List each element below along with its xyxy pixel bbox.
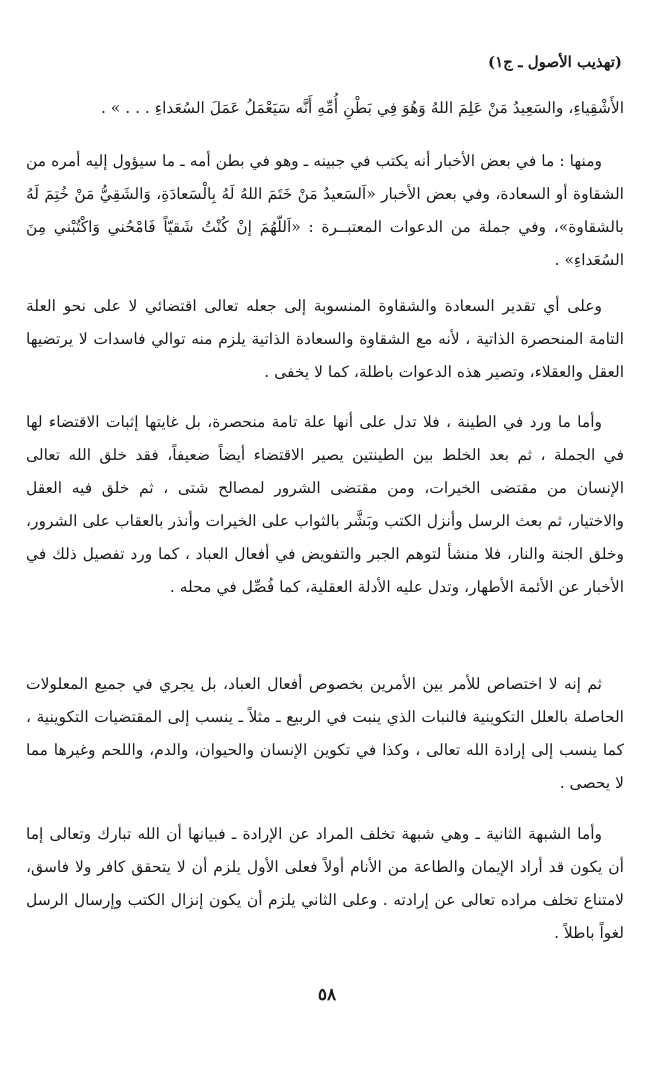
paragraph-text: ثم إنه لا اختصاص للأمر بين الأمرين بخصوص أفعال العباد، بل يجري في جميع المعلولات الحاصلة بالعلل التكوينية فالنبات الذي ينبت في الربيع ـ مثلاً ـ ينسب إلى المقتضيات التكوينية ، كما ينسب إلى إرادة الله تعالى ، وكذا في تكوين الإنسان والحيوان، والدم، واللحم وغيرها مما لا يحصى .	[26, 675, 624, 792]
paragraph-text: وأما الشبهة الثانية ـ وهي شبهة تخلف المراد عن الإرادة ـ فبيانها أن الله تبارك وتعالى إما أن يكون قد أراد الإيمان والطاعة من الأنام أولاً فعلى الأول يلزم أن لا يتحقق كافر ولا فاسق، لامتناع تخلف مراده تعالى عن إرادته . وعلى الثاني يلزم أن يكون إنزال الكتب وإرسال الرسل لغواً باطلاً .	[26, 825, 624, 942]
continuation-paragraph	[26, 92, 624, 125]
paragraph-3	[26, 406, 624, 604]
paragraph-text: وأما ما ورد في الطينة ، فلا تدل على أنها علة تامة منحصرة، بل غايتها إثبات الاقتضاء لها في الجملة ، ثم بعد الخلط بين الطينتين يصير الاقتضاء أيضاً ضعيفاً، فقد خلق الله تعالى الإنسان من مقتضى الخيرات، ومن مقتضى الشرور لمصالح شتى ، ثم خلق فيه العقل والاختيار، ثم بعث الرسل وأنزل الكتب وبَشَّر بالثواب على الخيرات وأنذر بالعقاب على الشرور، وخلق الجنة والنار، فلا منشأ لتوهم الجبر والتفويض في أفعال العباد ، كما ورد تفصيل ذلك في الأخبار عن الأئمة الأطهار، وتدل عليه الأدلة العقلية، كما فُصِّل في محله .	[26, 413, 624, 596]
paragraph-text: وعلى أي تقدير السعادة والشقاوة المنسوبة إلى جعله تعالى اقتضائي لا على نحو العلة التامة المنحصرة الذاتية ، لأنه مع الشقاوة والسعادة الذاتية يلزم منه توالي فاسدات لا يرتضيها العقل والعقلاء، وتصير هذه الدعوات باطلة، كما لا يخفى .	[26, 297, 624, 381]
running-header: (تهذيب الأصول ـ ج١)	[488, 53, 622, 71]
paragraph-text: الأَشْقِياءِ، والسَعِيدُ مَنْ عَلِمَ اللهُ وَهُوَ فِي بَطْنِ أُمِّهِ أَنَّه سَيَعْمَلُ عَمَلَ السُعَداءِ . . . » .	[100, 99, 624, 117]
paragraph-4	[26, 668, 624, 800]
paragraph-text: ومنها : ما في بعض الأخبار أنه يكتب في جبينه ـ وهو في بطن أمه ـ ما سيؤول إليه أمره من الشقاوة أو السعادة، وفي بعض الأخبار «اَلسَعيدُ مَنْ خَتَمَ اللهُ لَهُ بِالْسَعادَةِ، وَالشَقِيُّ مَنْ خُتِمَ لَهُ بالشقاوة»، وفي جملة من الدعوات المعتبــرة : «اَللّهُمَ إنْ كُنْتُ شَقيّاً فَامْحُني وَاكْتُبْني مِنَ السُعَداءِ» .	[26, 152, 624, 269]
paragraph-2	[26, 290, 624, 389]
page-number: ٥٨	[317, 985, 337, 1005]
paragraph-5	[26, 818, 624, 950]
paragraph-1	[26, 145, 624, 277]
